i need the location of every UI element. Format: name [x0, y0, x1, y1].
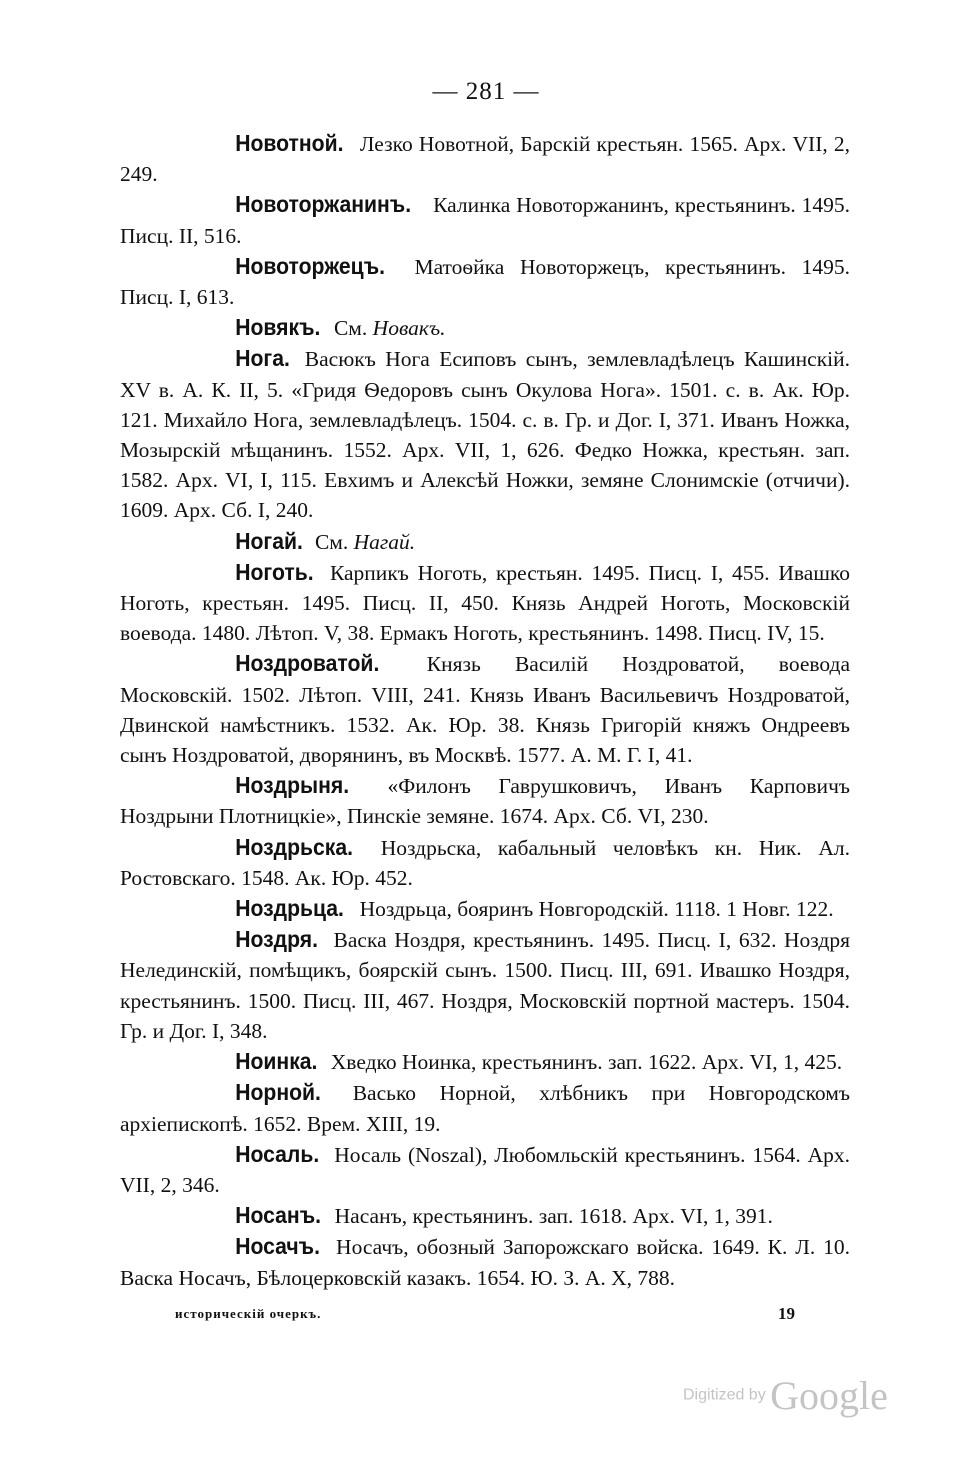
entry-cross-reference: Нагай.: [353, 529, 416, 554]
entry-text: Васько Норной, хлѣбникъ при Новгородскомъ архіепископѣ. 1652. Врем. XIII, 19.: [120, 1081, 850, 1136]
page-footer: [175, 1306, 795, 1322]
entry-headword: Ноздрыня.: [235, 772, 350, 799]
entry-headword: Норной.: [235, 1079, 321, 1106]
entry: [120, 832, 850, 893]
entry-headword: Нога.: [235, 345, 290, 372]
watermark-prefix: Digitized by: [683, 1386, 766, 1404]
entry-text: Карпикъ Ноготь, крестьян. 1495. Писц. I, 455. Ивашко Ноготь, крестьян. 1495. Писц. II, 450. Князь Андрей Ноготь, Московскій воевода. 1480. Лѣтоп. V, 38. Ермакъ Ноготь, крестьянинъ. 1498. Писц. IV, 15.: [120, 560, 850, 646]
entry-cross-reference: Новакъ.: [372, 316, 446, 341]
entry: [120, 1046, 850, 1077]
entry-text: «Филонъ Гаврушковичъ, Иванъ Карповичъ Ноздрыни Плотницкіе», Пинскіе земяне. 1674. Арх. Сб. VI, 230.: [120, 774, 850, 829]
entry-headword: Новоторжецъ.: [235, 252, 386, 279]
entry-headword: Носаль.: [235, 1140, 320, 1167]
signature-mark: 19: [778, 1304, 795, 1323]
entry: [120, 1231, 850, 1292]
entry: [120, 770, 850, 831]
entry-text: Князь Василій Ноздроватой, воевода Московскій. 1502. Лѣтоп. VIII, 241. Князь Иванъ Васильевичъ Ноздроватой, Двинской намѣстникъ. 1532. Ак. Юр. 38. Князь Григорій княжъ Ондреевъ сынъ Ноздроватой, дворянинъ, въ Москвѣ. 1577. А. М. Г. I, 41.: [120, 652, 850, 768]
entry-text: Носаль (Noszal), Любомльскій крестьянинъ. 1564. Арх. VII, 2, 346.: [120, 1142, 850, 1197]
entry-headword: Ноготь.: [235, 558, 314, 585]
entry-headword: Новякъ.: [235, 314, 321, 341]
entry: [120, 893, 850, 924]
dictionary-entries: [120, 128, 850, 1293]
entry: [120, 1139, 850, 1200]
entry-text: Ноздрьца, бояринъ Новгородскій. 1118. 1 Новг. 122.: [354, 897, 834, 922]
entry-text: Калинка Новоторжанинъ, крестьянинъ. 1495. Писц. II, 516.: [120, 193, 850, 248]
entry: [120, 1200, 850, 1231]
entry-text: Ноздрьска, кабальный человѣкъ кн. Ник. Ал. Ростовскаго. 1548. Ак. Юр. 452.: [120, 835, 850, 890]
digitized-watermark: [683, 1372, 888, 1419]
entry-headword: Носачъ.: [235, 1233, 320, 1260]
entry-text: Лезко Новотной, Барскій крестьян. 1565. Арх. VII, 2, 249.: [120, 132, 850, 187]
entry: [120, 343, 850, 525]
entry-headword: Новотной.: [235, 130, 344, 156]
entry: [120, 1077, 850, 1138]
entry: [120, 189, 850, 250]
entry-text: Насанъ, крестьянинъ. зап. 1618. Арх. VI, 1, 391.: [329, 1204, 773, 1229]
entry: [120, 251, 850, 312]
entry: [120, 557, 850, 649]
entry-headword: Ногай.: [235, 527, 303, 554]
entry-text: Хведко Ноинка, крестьянинъ. зап. 1622. Арх. VI, 1, 425.: [325, 1050, 843, 1075]
entry-text: Матоѳйка Новоторжецъ, крестьянинъ. 1495. Писц. I, 613.: [120, 254, 850, 310]
footer-title: историческій очеркъ.: [175, 1306, 322, 1321]
entry-text: Носачъ, обозный Запорожскаго войска. 1649. К. Л. 10. Васка Носачъ, Бѣлоцерковскій казакъ. 1654. Ю. З. А. X, 788.: [120, 1235, 850, 1290]
entry-headword: Ноздря.: [235, 926, 318, 953]
page-number: — 281 —: [432, 78, 540, 105]
entry-headword: Носанъ.: [235, 1202, 322, 1229]
entry-text: См.: [309, 529, 354, 554]
entry: [120, 648, 850, 770]
entry-headword: Ноинка.: [235, 1048, 318, 1075]
google-logo: Google: [770, 1373, 888, 1418]
entry: [120, 526, 850, 557]
entry-headword: Ноздрьца.: [235, 895, 344, 922]
entry-headword: Новоторжанинъ.: [235, 191, 412, 218]
entry: [120, 312, 850, 343]
entry-text: Васка Ноздря, крестьянинъ. 1495. Писц. I, 632. Ноздря Нелединскій, помѣщикъ, боярскій сынъ. 1500. Писц. III, 691. Ивашко Ноздря, крестьянинъ. 1500. Писц. III, 467. Ноздря, Московскій портной мастеръ. 1504. Гр. и Дог. I, 348.: [120, 928, 850, 1043]
entry-headword: Ноздрьска.: [235, 833, 354, 860]
entry-headword: Ноздроватой.: [235, 650, 380, 677]
entry-text: См.: [328, 316, 373, 341]
entry-text: Васюкъ Нога Есиповъ сынъ, землевладѣлецъ Кашинскій. XV в. А. К. II, 5. «Гридя Ѳедоровъ сынъ Окулова Нога». 1501. с. в. Ак. Юр. 121. Михайло Нога, землевладѣлецъ. 1504. с. в. Гр. и Дог. I, 371. Иванъ Ножка, Мозырскій мѣщанинъ. 1552. Арх. VII, 1, 626. Федко Ножка, крестьян. зап. 1582. Арх. VI, I, 115. Евхимъ и Алексѣй Ножки, земяне Слонимскіе (отчичи). 1609. Арх. Сб. I, 240.: [120, 347, 850, 523]
entry: [120, 924, 850, 1046]
entry: [120, 128, 850, 189]
